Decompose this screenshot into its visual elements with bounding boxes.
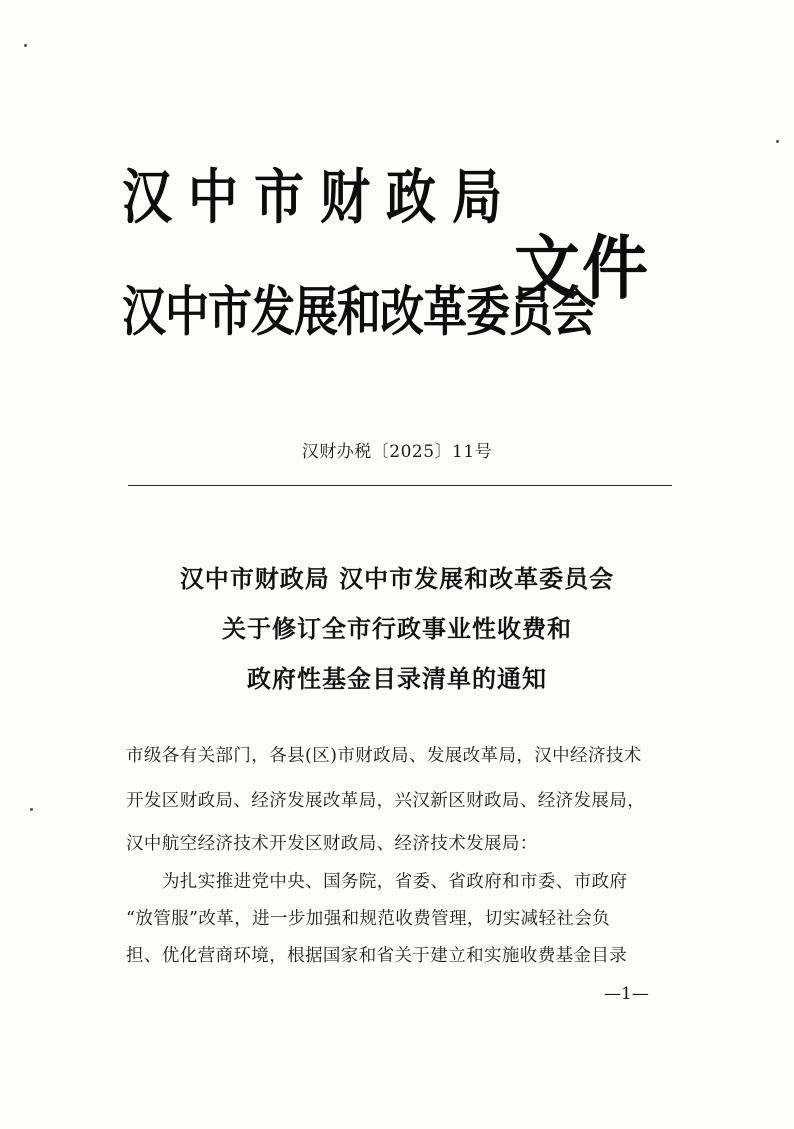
page-number: —1— — [604, 984, 649, 1004]
scan-speck — [776, 140, 779, 143]
body-line-addressees: 汉中航空经济技术开发区财政局、经济技术发展局： — [126, 834, 538, 854]
issuer-line-development-commission: 汉中市发展和改革委员会 — [122, 281, 595, 344]
scan-speck — [24, 44, 27, 47]
document-title-line-3: 政府性基金目录清单的通知 — [247, 665, 547, 693]
body-line-addressees: 开发区财政局、经济发展改革局，兴汉新区财政局、经济发展局， — [126, 791, 646, 811]
document-number: 汉财办税〔2025〕11号 — [301, 442, 493, 462]
document-title-line-2: 关于修订全市行政事业性收费和 — [222, 615, 572, 643]
document-word: 文件 — [514, 227, 650, 309]
body-line-paragraph: “放管服”改革，进一步加强和规范收费管理，切实减轻社会负 — [126, 909, 611, 929]
header-divider — [128, 485, 672, 486]
body-line-paragraph: 为扎实推进党中央、国务院，省委、省政府和市委、市政府 — [162, 872, 628, 892]
scan-speck — [30, 808, 33, 811]
body-line-addressees: 市级各有关部门，各县(区)市财政局、发展改革局，汉中经济技术 — [126, 746, 642, 766]
document-title-line-1: 汉中市财政局 汉中市发展和改革委员会 — [179, 565, 615, 593]
issuer-line-finance-bureau: 汉中市财政局 — [122, 162, 518, 232]
body-line-paragraph: 担、优化营商环境，根据国家和省关于建立和实施收费基金目录 — [126, 946, 628, 966]
